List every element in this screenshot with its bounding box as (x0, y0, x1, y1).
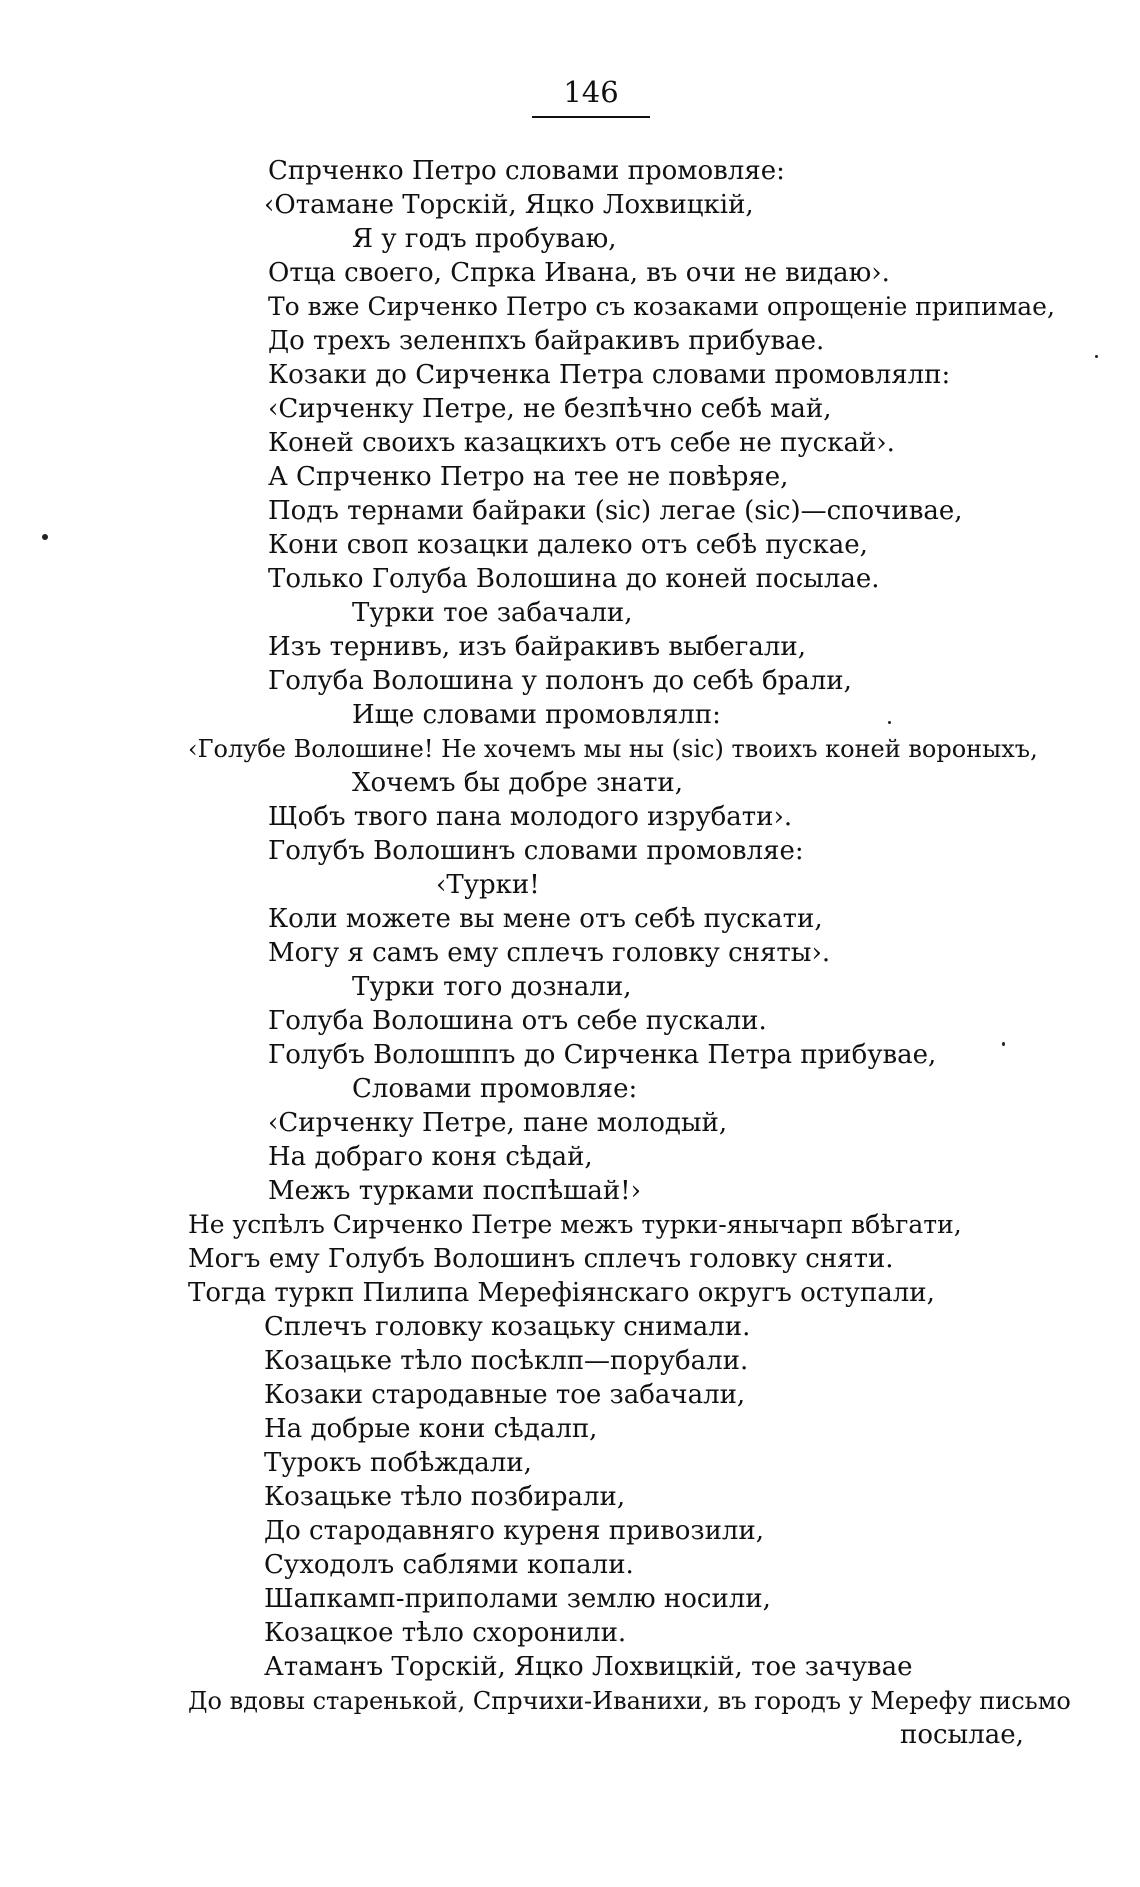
poem-line: Сплечъ головку козацьку снимали. (264, 1312, 751, 1342)
poem-line: Голубъ Волошппъ до Сирченка Петра прибувае, (268, 1040, 937, 1070)
poem-line: Коли можете вы мене отъ себѣ пускати, (268, 904, 823, 934)
poem-line: Козаки стародавные тое забачали, (264, 1380, 746, 1410)
scan-speck (1002, 1042, 1005, 1046)
poem-line: Козацкое тѣло схоронили. (264, 1618, 627, 1648)
scan-speck (888, 721, 891, 724)
page-number-rule (532, 116, 650, 118)
poem-line: Кони своп козацки далеко отъ себѣ пускае, (268, 530, 868, 560)
poem-line: Голуба Волошина отъ себе пускали. (268, 1006, 767, 1036)
poem-line: На добрые кони сѣдалп, (264, 1414, 598, 1444)
poem-line: Изъ тернивъ, изъ байракивъ выбегали, (268, 632, 807, 662)
poem-line: Козацьке тѣло посѣклп—порубали. (264, 1346, 749, 1376)
poem-line: ‹Голубе Волошине! Не хочемъ мы ны (sic) твоихъ коней вороныхъ, (188, 735, 1038, 763)
poem-line: Щобъ твого пана молодого изрубати›. (268, 802, 793, 832)
poem-line: Коней своихъ казацкихъ отъ себе не пускай›. (268, 428, 895, 458)
poem-line: Отца своего, Спрка Ивана, въ очи не видаю›. (268, 258, 890, 288)
poem-line: Только Голуба Волошина до коней посылае. (268, 564, 880, 594)
poem-line: Турки того дознали, (352, 972, 632, 1002)
poem-line: ‹Турки! (436, 870, 540, 900)
poem-line: ‹Сирченку Петре, не безпѣчно себѣ май, (268, 394, 832, 424)
poem-line: Ище словами промовлялп: (352, 700, 721, 730)
poem-line: Подъ тернами байраки (sic) легае (sic)—спочивае, (268, 496, 963, 526)
poem-line: Суходолъ саблями копали. (264, 1550, 634, 1580)
poem-line: Спрченко Петро словами промовляе: (268, 156, 785, 186)
page-number: 146 (563, 75, 619, 109)
poem-line: Турокъ побѣждали, (264, 1448, 532, 1478)
poem-line: Козаки до Сирченка Петра словами промовлялп: (268, 360, 951, 390)
poem-line: Межъ турками поспѣшай!› (268, 1176, 642, 1206)
poem-line: А Спрченко Петро на тее не повѣряе, (268, 462, 789, 492)
poem-line: Я у годъ пробуваю, (352, 224, 617, 254)
poem-line: Атаманъ Торскій, Яцко Лохвицкій, тое зачувае (264, 1652, 913, 1682)
poem-line: Могу я самъ ему сплечъ головку сняты›. (268, 938, 831, 968)
poem-line: Голубъ Волошинъ словами промовляе: (268, 836, 804, 866)
poem-line: Хочемъ бы добре знати, (352, 768, 683, 798)
poem-line: На добраго коня сѣдай, (268, 1142, 593, 1172)
poem-line: То вже Сирченко Петро съ козаками опрощеніе припимае, (268, 292, 1055, 321)
poem-line: Словами промовляе: (352, 1074, 638, 1104)
poem-line: Козацьке тѣло позбирали, (264, 1482, 626, 1512)
poem-line: посылае, (900, 1720, 1024, 1750)
poem-line: До трехъ зеленпхъ байракивъ прибувае. (268, 326, 825, 356)
poem-line: Не успѣлъ Сирченко Петре межъ турки-янычарп вбѣгати, (188, 1210, 962, 1239)
scan-speck (42, 534, 48, 540)
poem-line: Турки тое забачали, (352, 598, 633, 628)
poem-line: Шапкамп-приполами землю носили, (264, 1584, 771, 1614)
poem-line: До стародавняго куреня привозили, (264, 1516, 765, 1546)
poem-line: ‹Сирченку Петре, пане молодый, (268, 1108, 728, 1138)
poem-line: Голуба Волошина у полонъ до себѣ брали, (268, 666, 852, 696)
poem-line: До вдовы старенькой, Спрчихи-Иванихи, въ городъ у Мерефу письмо (188, 1687, 1071, 1715)
poem-line: Могъ ему Голубъ Волошинъ сплечъ головку сняти. (188, 1244, 894, 1274)
poem-line: Тогда туркп Пилипа Мерефіянскаго округъ оступали, (188, 1278, 935, 1308)
scan-speck (1095, 355, 1098, 358)
poem-line: ‹Отамане Торскій, Яцко Лохвицкій, (264, 190, 754, 220)
